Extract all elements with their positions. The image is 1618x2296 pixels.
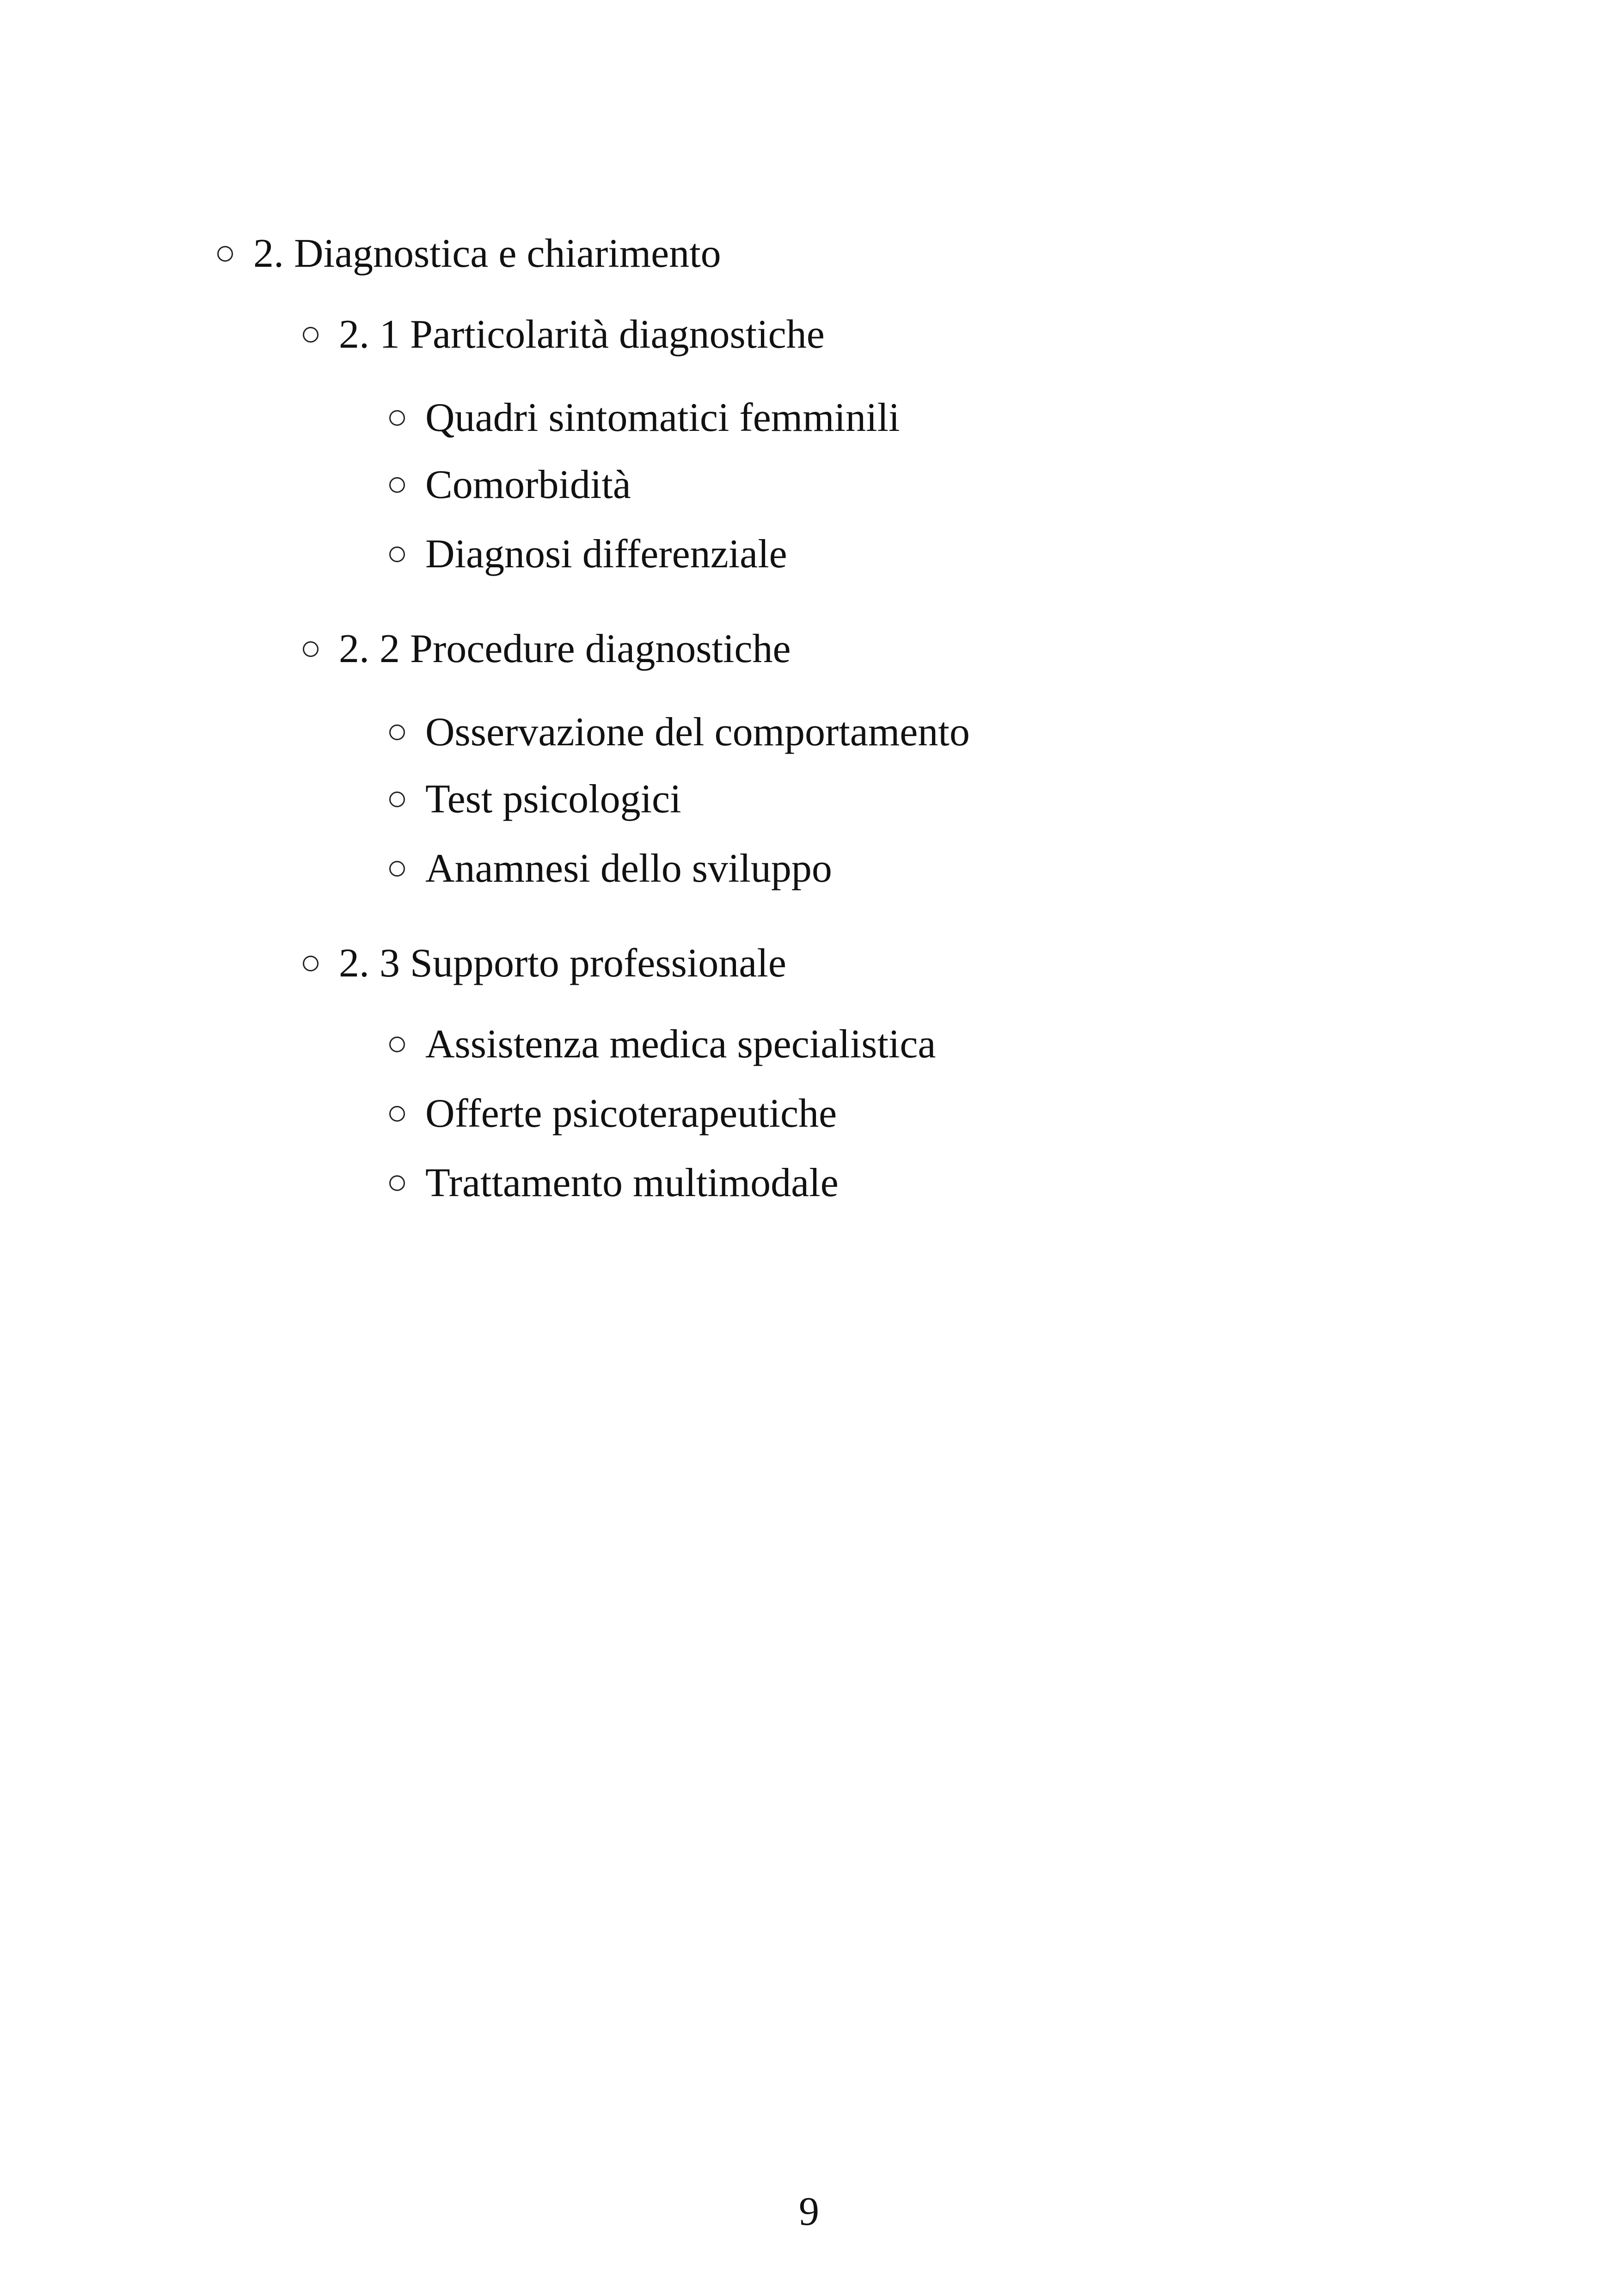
- subsection-heading: 2. 2 Procedure diagnostiche: [339, 626, 791, 671]
- item-text: Quadri sintomatici femminili: [425, 395, 900, 440]
- outline-item: [389, 848, 832, 889]
- outline-item: [389, 712, 970, 753]
- hollow-bullet-icon: [389, 1106, 405, 1122]
- hollow-bullet-icon: [303, 956, 319, 971]
- outline-section: [217, 233, 721, 274]
- hollow-bullet-icon: [303, 327, 319, 343]
- subsection-heading: 2. 3 Supporto professionale: [339, 941, 786, 986]
- outline-item: [389, 1093, 837, 1134]
- hollow-bullet-icon: [303, 641, 319, 657]
- item-text: Diagnosi differenziale: [425, 532, 787, 577]
- hollow-bullet-icon: [389, 410, 405, 426]
- subsection-heading: 2. 1 Particolarità diagnostiche: [339, 312, 825, 357]
- outline-subsection: [303, 626, 791, 671]
- outline-item: [389, 395, 900, 440]
- outline-subsection: [303, 314, 825, 355]
- item-text: Anamnesi dello sviluppo: [425, 846, 832, 891]
- outline-item: [389, 779, 681, 820]
- outline-item: [389, 534, 787, 575]
- hollow-bullet-icon: [389, 792, 405, 807]
- outline-subsection: [303, 943, 786, 984]
- outline-item: [389, 462, 631, 507]
- item-text: Assistenza medica specialistica: [425, 1022, 936, 1067]
- item-text: Offerte psicoterapeutiche: [425, 1091, 837, 1136]
- section-heading: 2. Diagnostica e chiarimento: [253, 231, 721, 276]
- outline-item: [389, 1160, 839, 1205]
- hollow-bullet-icon: [389, 477, 405, 493]
- item-text: Comorbidità: [425, 462, 631, 507]
- item-text: Osservazione del comportamento: [425, 710, 970, 755]
- hollow-bullet-icon: [389, 724, 405, 740]
- hollow-bullet-icon: [217, 246, 233, 262]
- hollow-bullet-icon: [389, 546, 405, 562]
- hollow-bullet-icon: [389, 1037, 405, 1052]
- item-text: Trattamento multimodale: [425, 1160, 839, 1205]
- outline-item: [389, 1024, 936, 1065]
- hollow-bullet-icon: [389, 1175, 405, 1191]
- page-number: 9: [799, 2189, 819, 2234]
- item-text: Test psicologici: [425, 777, 681, 822]
- hollow-bullet-icon: [389, 861, 405, 877]
